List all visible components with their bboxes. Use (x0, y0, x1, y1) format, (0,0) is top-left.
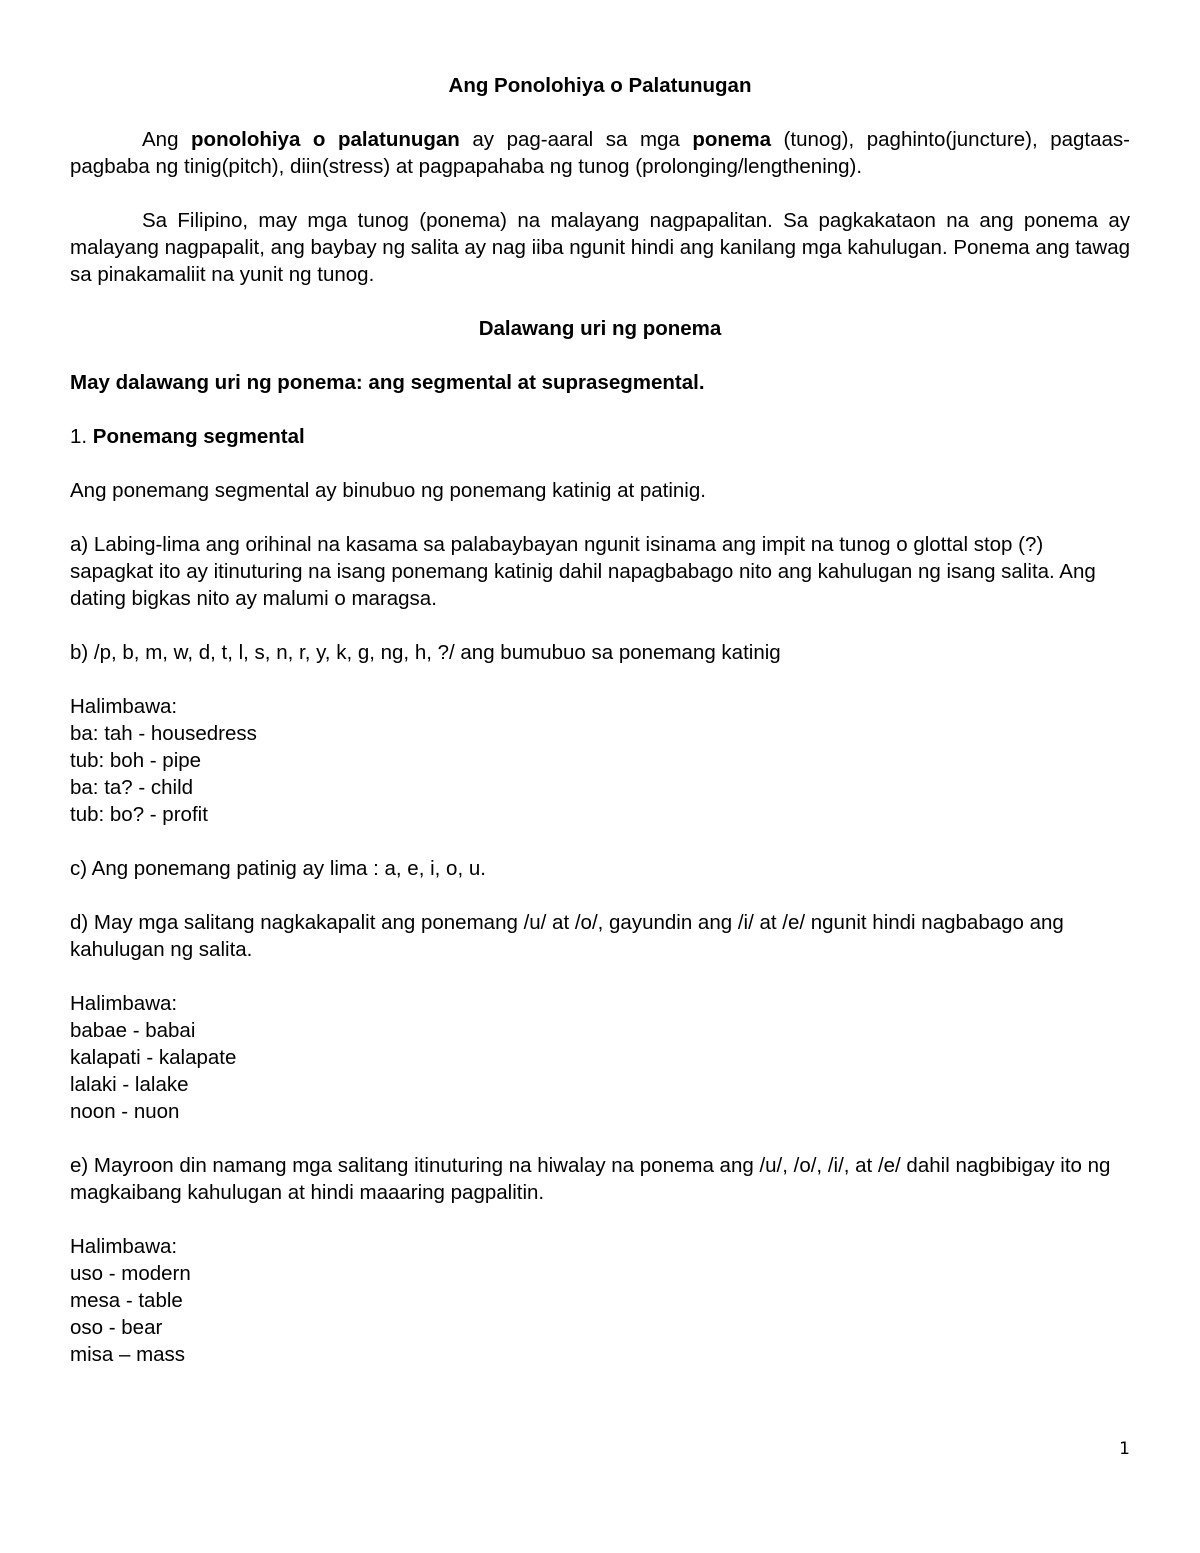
point-c: c) Ang ponemang patinig ay lima : a, e, i, o, u. (70, 857, 486, 880)
example-item: ba: ta? - child (70, 776, 194, 799)
example-item: uso - modern (70, 1262, 191, 1285)
example-item: ba: tah - housedress (70, 722, 257, 745)
point-d: d) May mga salitang nagkakapalit ang ponemang /u/ at /o/, gayundin ang /i/ at /e/ ngunit hindi nagbabago ang kahulugan ng salita. (70, 911, 1064, 961)
example-block-3 (70, 1233, 1130, 1368)
example-item: lalaki - lalake (70, 1073, 189, 1096)
filipino-paragraph: Sa Filipino, may mga tunog (ponema) na malayang nagpapalitan. Sa pagkakataon na ang ponema ay malayang nagpapalit, ang baybay ng salita ay nag iiba ngunit hindi ang kanilang mga kahulugan. Ponema ang tawag sa pinakamaliit na yunit ng tunog. (70, 209, 1130, 286)
section-heading: Dalawang uri ng ponema (478, 317, 722, 340)
example-item: mesa - table (70, 1289, 183, 1312)
intro-term-ponema: ponema (692, 128, 771, 151)
example-item: tub: boh - pipe (70, 749, 202, 772)
point-e: e) Mayroon din namang mga salitang itinuturing na hiwalay na ponema ang /u/, /o/, /i/, at /e/ dahil nagbibigay ito ng magkaibang kahulugan at hindi maaaring pagpalitin. (70, 1154, 1111, 1204)
example-block-1 (70, 693, 1130, 828)
example-item: misa – mass (70, 1343, 186, 1366)
item-label: Ponemang segmental (92, 425, 305, 448)
intro-text: Ang (142, 128, 192, 151)
page-number: 1 (1119, 1439, 1130, 1459)
intro-term: ponolohiya o palatunugan (191, 128, 460, 151)
section-lead: May dalawang uri ng ponema: ang segmental at suprasegmental. (70, 371, 705, 394)
item-heading (70, 423, 1130, 450)
segmental-description: Ang ponemang segmental ay binubuo ng ponemang katinig at patinig. (70, 479, 706, 502)
example-item: oso - bear (70, 1316, 163, 1339)
example-item: babae - babai (70, 1019, 196, 1042)
example-label: Halimbawa: (70, 992, 178, 1015)
example-item: noon - nuon (70, 1100, 180, 1123)
example-item: kalapati - kalapate (70, 1046, 237, 1069)
intro-text: (tunog), paghinto(juncture), pagtaas-pagbaba ng tinig(pitch), diin(stress) at pagpapahaba ng tunog (prolonging/lengthening). (70, 128, 1131, 178)
example-label: Halimbawa: (70, 1235, 178, 1258)
point-b: b) /p, b, m, w, d, t, l, s, n, r, y, k, g, ng, h, ?/ ang bumubuo sa ponemang katinig (70, 641, 781, 664)
example-item: tub: bo? - profit (70, 803, 208, 826)
page-title: Ang Ponolohiya o Palatunugan (448, 74, 752, 97)
intro-paragraph (70, 126, 1130, 180)
example-block-2 (70, 990, 1130, 1125)
point-a: a) Labing-lima ang orihinal na kasama sa palabaybayan ngunit isinama ang impit na tunog o glottal stop (?) sapagkat ito ay itinuturing na isang ponemang katinig dahil napagbabago nito ang kahulugan ng isang salita. Ang dating bigkas nito ay malumi o maragsa. (70, 533, 1096, 610)
intro-text: ay pag-aaral sa mga (459, 128, 693, 151)
example-label: Halimbawa: (70, 695, 178, 718)
document-page (70, 72, 1130, 1368)
item-number: 1. (70, 425, 93, 448)
